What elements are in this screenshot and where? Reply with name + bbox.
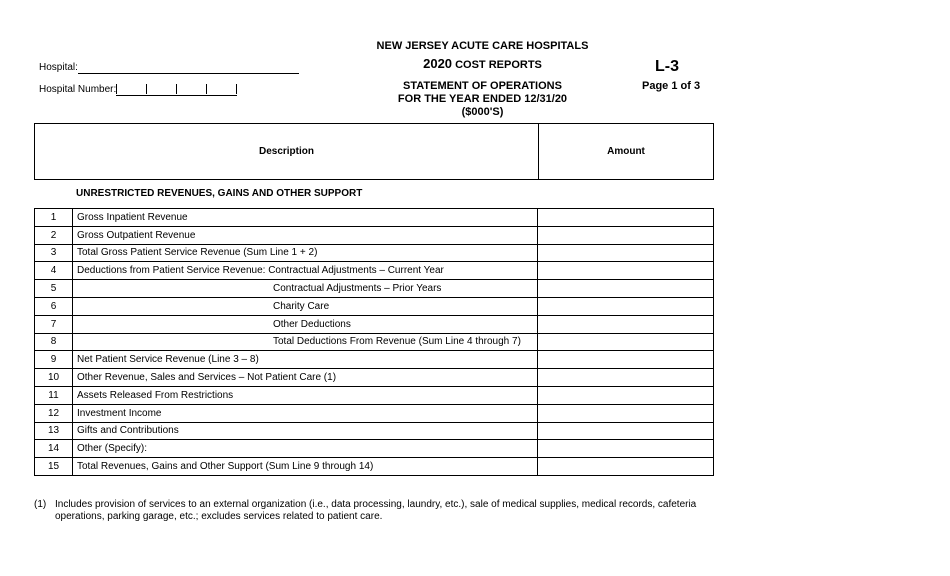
line-number: 13 — [35, 422, 73, 440]
amount-input[interactable] — [538, 369, 714, 387]
footnote-text: Includes provision of services to an external organization (i.e., data processing, laundry, etc.), sale of medical supplies, medical records, cafeteria operations, parking garage, etc.; excludes services related to patient care. — [55, 499, 697, 522]
line-description: Net Patient Service Revenue (Line 3 – 8) — [73, 351, 538, 369]
report-subtitle — [300, 56, 665, 71]
hospital-number-label: Hospital Number: — [39, 84, 117, 95]
column-header-amount: Amount — [607, 146, 645, 157]
hospital-number-box[interactable] — [146, 84, 176, 94]
table-row — [35, 458, 714, 476]
line-description: Gross Outpatient Revenue — [73, 226, 538, 244]
amount-input[interactable] — [538, 404, 714, 422]
amount-input[interactable] — [538, 458, 714, 476]
amount-input[interactable] — [538, 262, 714, 280]
statement-title: STATEMENT OF OPERATIONS — [403, 80, 562, 92]
statement-period: FOR THE YEAR ENDED 12/31/20 — [397, 93, 568, 105]
report-year: 2020 — [423, 56, 453, 71]
hospital-number-box[interactable] — [116, 84, 146, 94]
line-number: 12 — [35, 404, 73, 422]
table-row — [35, 333, 714, 351]
line-description: Contractual Adjustments – Prior Years — [73, 280, 538, 298]
amount-input[interactable] — [538, 386, 714, 404]
table-row — [35, 351, 714, 369]
table-row — [35, 209, 714, 227]
hospital-input-line[interactable] — [78, 73, 299, 74]
amount-input[interactable] — [538, 226, 714, 244]
line-number: 6 — [35, 297, 73, 315]
line-number: 1 — [35, 209, 73, 227]
section-title: UNRESTRICTED REVENUES, GAINS AND OTHER SUPPORT — [76, 188, 363, 199]
line-number: 9 — [35, 351, 73, 369]
line-number: 8 — [35, 333, 73, 351]
hospital-label: Hospital: — [39, 62, 78, 73]
line-number: 11 — [35, 386, 73, 404]
amount-input[interactable] — [538, 209, 714, 227]
table-row — [35, 244, 714, 262]
line-number: 14 — [35, 440, 73, 458]
statement-heading — [300, 80, 665, 119]
footnote-mark: (1) — [34, 499, 47, 510]
amount-input[interactable] — [538, 244, 714, 262]
hospital-number-boxes[interactable] — [116, 84, 237, 96]
report-title: NEW JERSEY ACUTE CARE HOSPITALS — [376, 40, 589, 52]
line-number: 7 — [35, 315, 73, 333]
amount-input[interactable] — [538, 422, 714, 440]
table-row — [35, 369, 714, 387]
table-row — [35, 297, 714, 315]
line-number: 3 — [35, 244, 73, 262]
table-row — [35, 422, 714, 440]
line-description: Other (Specify): — [73, 440, 538, 458]
line-description: Other Deductions — [73, 315, 538, 333]
amount-input[interactable] — [538, 351, 714, 369]
statement-units: ($000'S) — [461, 106, 504, 118]
footnote — [34, 499, 724, 523]
amount-input[interactable] — [538, 315, 714, 333]
line-number: 5 — [35, 280, 73, 298]
line-description: Charity Care — [73, 297, 538, 315]
column-header — [34, 123, 714, 180]
table-row — [35, 404, 714, 422]
line-number: 2 — [35, 226, 73, 244]
table-row — [35, 440, 714, 458]
line-number: 15 — [35, 458, 73, 476]
line-description: Investment Income — [73, 404, 538, 422]
line-description: Total Gross Patient Service Revenue (Sum Line 1 + 2) — [73, 244, 538, 262]
hospital-number-box[interactable] — [206, 84, 236, 94]
report-subtitle-text: COST REPORTS — [455, 59, 542, 71]
form-id: L-3 — [655, 58, 679, 75]
table-row — [35, 226, 714, 244]
column-header-description: Description — [35, 124, 539, 179]
page-indicator: Page 1 of 3 — [642, 80, 701, 92]
amount-input[interactable] — [538, 297, 714, 315]
table-row — [35, 262, 714, 280]
line-description: Other Revenue, Sales and Services – Not Patient Care (1) — [73, 369, 538, 387]
hospital-number-box-end — [236, 84, 237, 94]
line-number: 4 — [35, 262, 73, 280]
line-number: 10 — [35, 369, 73, 387]
line-description: Total Revenues, Gains and Other Support (Sum Line 9 through 14) — [73, 458, 538, 476]
line-description: Gross Inpatient Revenue — [73, 209, 538, 227]
amount-input[interactable] — [538, 440, 714, 458]
amount-input[interactable] — [538, 333, 714, 351]
line-description: Deductions from Patient Service Revenue: Contractual Adjustments – Current Year — [73, 262, 538, 280]
statement-table — [34, 208, 714, 476]
hospital-number-box[interactable] — [176, 84, 206, 94]
table-row — [35, 280, 714, 298]
line-description: Gifts and Contributions — [73, 422, 538, 440]
line-description: Total Deductions From Revenue (Sum Line 4 through 7) — [73, 333, 538, 351]
table-row — [35, 315, 714, 333]
line-description: Assets Released From Restrictions — [73, 386, 538, 404]
table-row — [35, 386, 714, 404]
amount-input[interactable] — [538, 280, 714, 298]
